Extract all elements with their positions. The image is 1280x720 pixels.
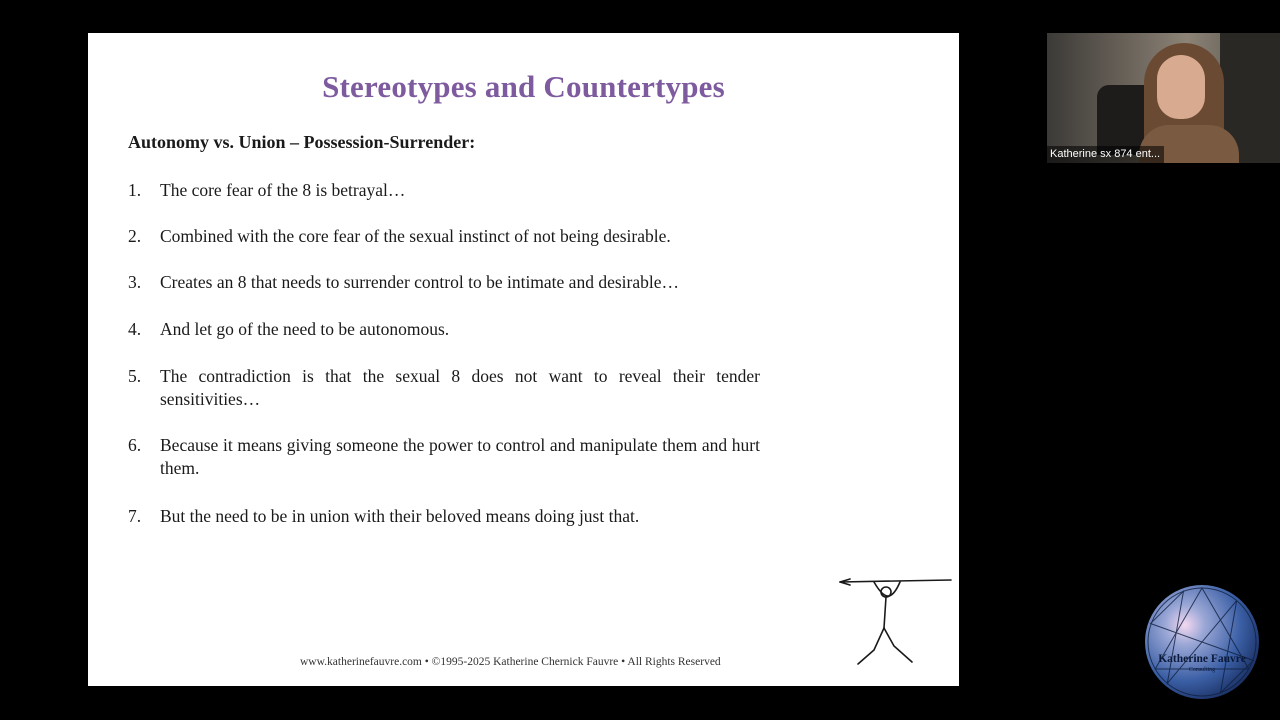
participant-name-label: Katherine sx 874 ent... — [1047, 146, 1164, 163]
item-text: But the need to be in union with their beloved means doing just that. — [160, 506, 640, 526]
item-text: The contradiction is that the sexual 8 does not want to reveal their tender sensitivities… — [160, 366, 760, 409]
item-number: 3. — [128, 272, 142, 292]
participant-face — [1157, 55, 1205, 119]
logo-subtitle: Consulting — [1188, 667, 1216, 673]
item-number: 4. — [128, 319, 142, 339]
enneagram-logo-icon — [1143, 582, 1261, 702]
item-number: 1. — [128, 180, 142, 200]
slide-footer: www.katherinefauvre.com • ©1995-2025 Katherine Chernick Fauvre • All Rights Reserved — [300, 656, 721, 668]
participant-video-tile[interactable] — [1047, 33, 1280, 163]
logo-title: Katherine Fauvre — [1158, 653, 1246, 665]
item-text: Because it means giving someone the power to control and manipulate them and hurt them. — [160, 435, 760, 478]
item-number: 7. — [128, 506, 142, 526]
item-text: Creates an 8 that needs to surrender control to be intimate and desirable… — [160, 272, 679, 292]
slide-title: Stereotypes and Countertypes — [322, 69, 725, 104]
item-text: Combined with the core fear of the sexual instinct of not being desirable. — [160, 226, 671, 246]
slide-subtitle: Autonomy vs. Union – Possession-Surrender: — [128, 132, 476, 152]
presentation-slide — [88, 33, 959, 686]
item-text: The core fear of the 8 is betrayal… — [160, 180, 406, 200]
item-number: 5. — [128, 366, 142, 386]
item-text: And let go of the need to be autonomous. — [160, 319, 450, 339]
item-number: 2. — [128, 226, 142, 246]
stick-figure-icon — [838, 576, 954, 668]
item-number: 6. — [128, 435, 142, 455]
